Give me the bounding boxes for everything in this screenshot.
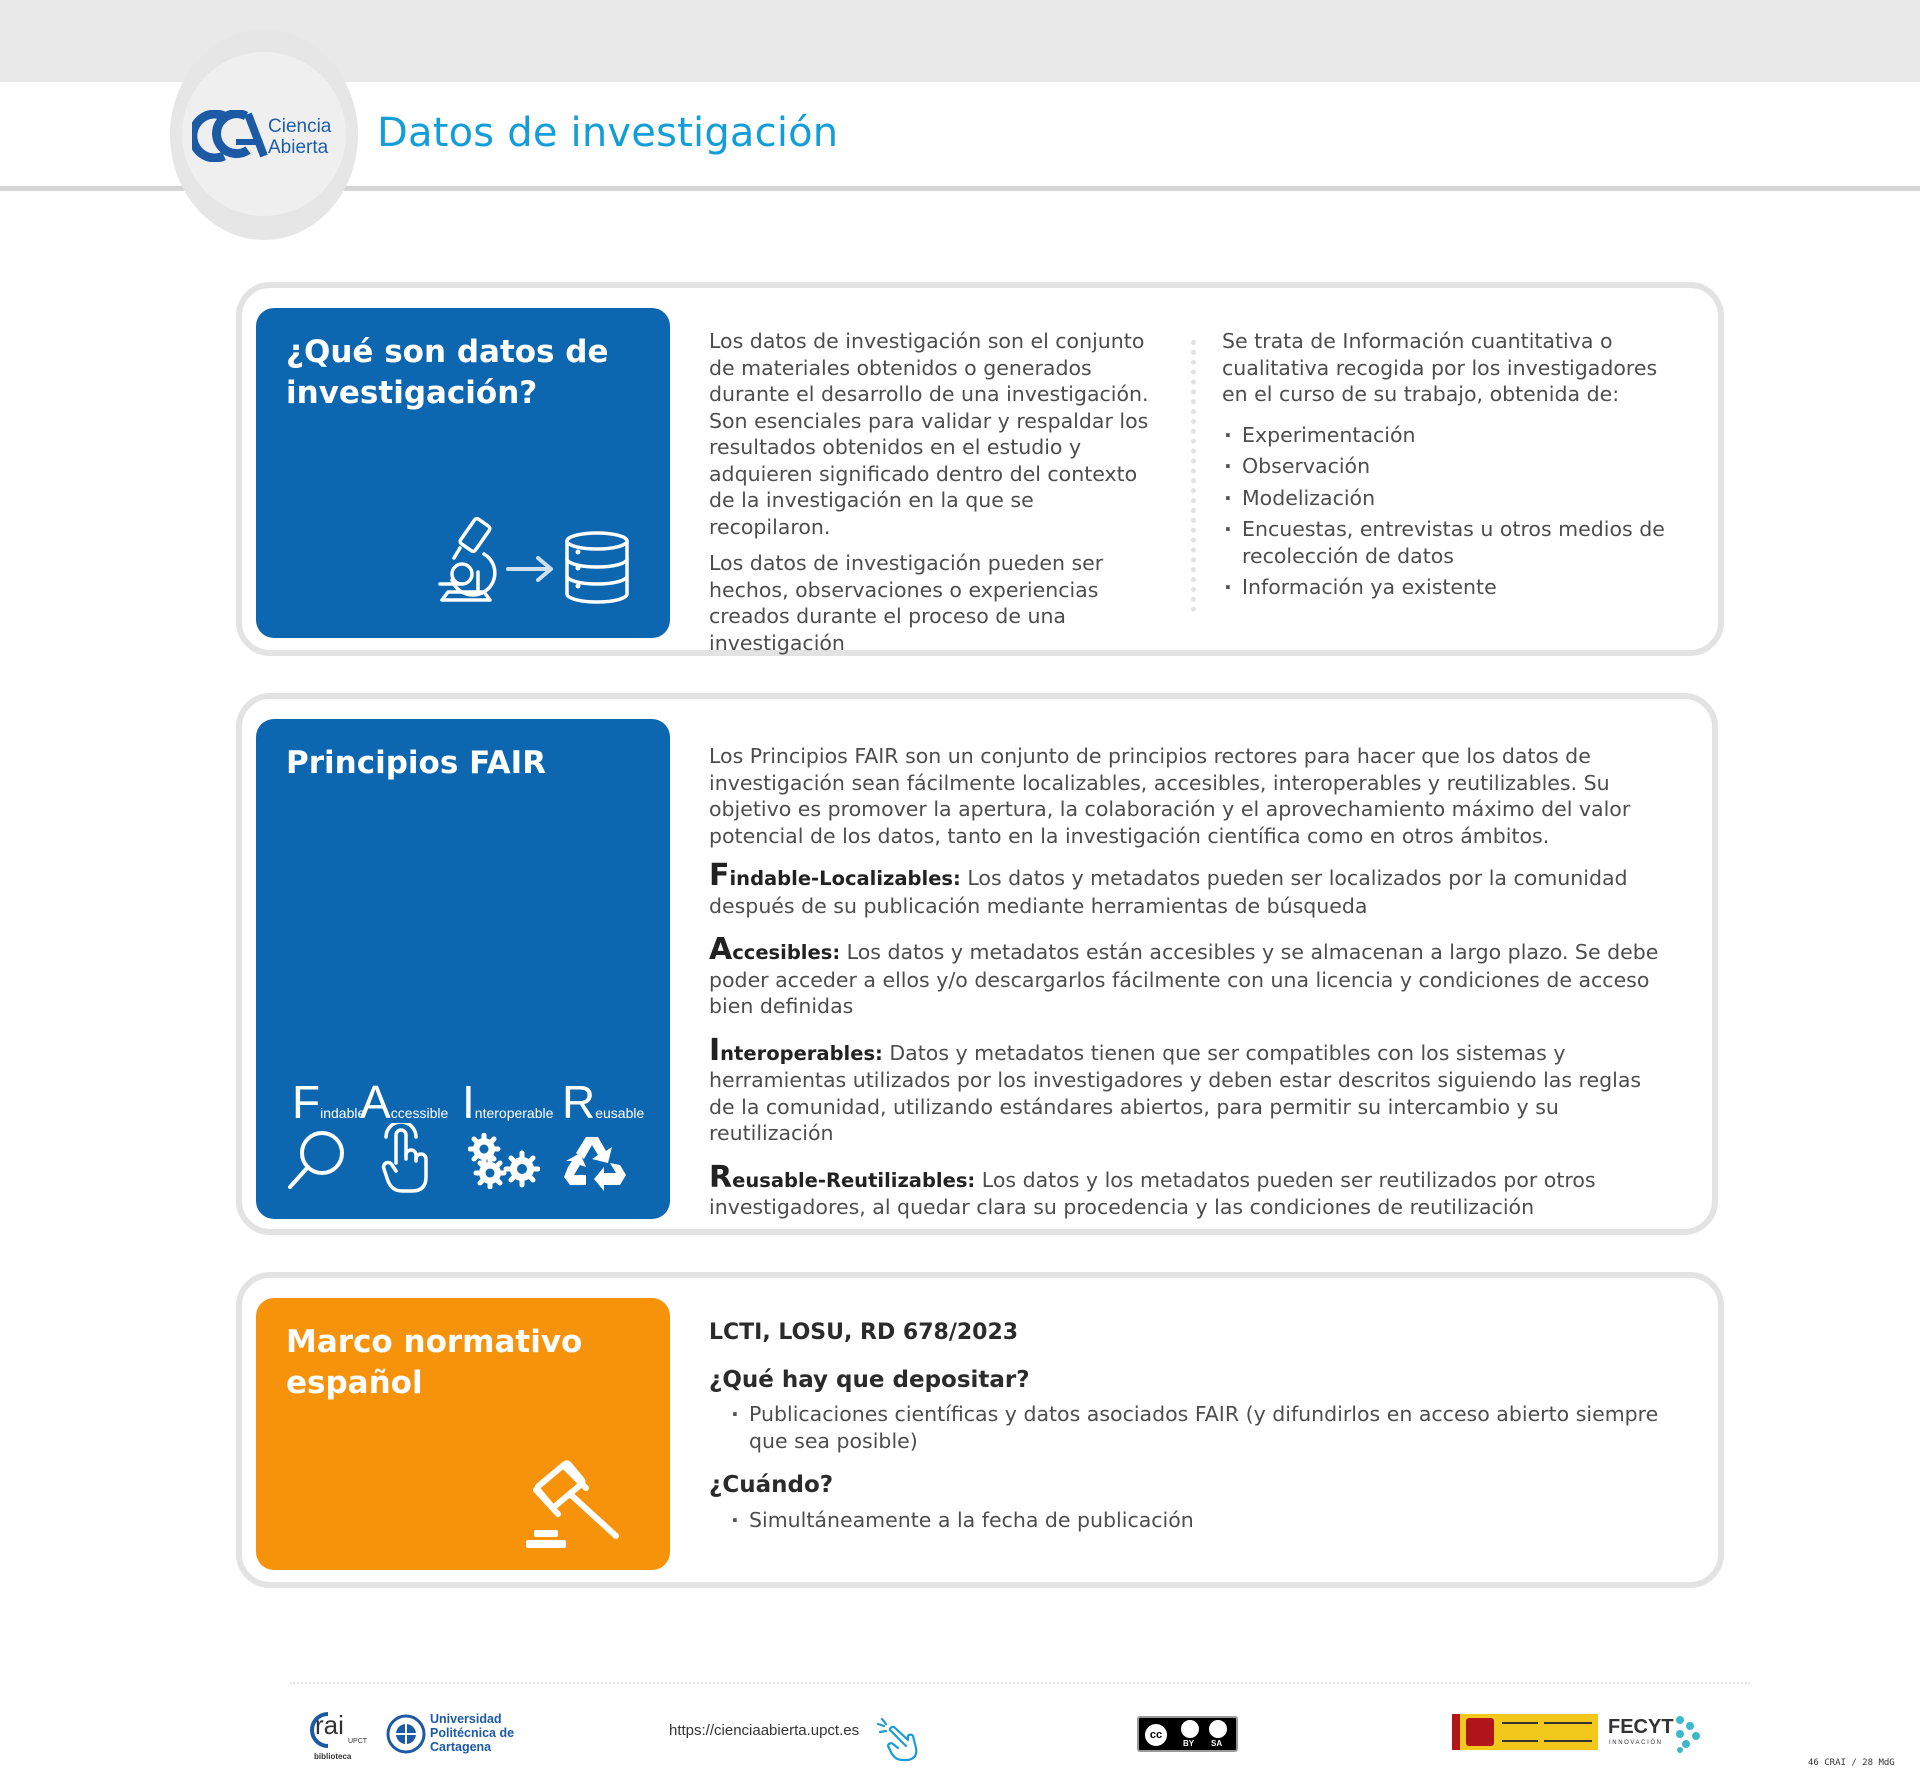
license-by: BY <box>1183 1739 1195 1748</box>
fair-letter-r: Reusable <box>562 1076 645 1128</box>
paragraph: Los datos de investigación son el conjunto de materiales obtenidos o generados durante el desarrollo de una investigación. Son esenciales para validar y respaldar los resultados obtenidos en el estudio y adquieren significado dentro del contexto de la investigación en la que se recopilaron. <box>709 329 1149 539</box>
sa-icon <box>1209 1720 1227 1738</box>
list-item: · Modelización <box>1222 485 1682 512</box>
paragraph: Se trata de Información cuantitativa o cualitativa recogida por los investigadores en el curso de su trabajo, obtenida de: <box>1222 329 1658 406</box>
gobierno-espana-logo <box>1452 1714 1598 1750</box>
tile-title: ¿Qué son datos de investigación? <box>286 334 609 411</box>
fair-item-reusable: Reusable-Reutilizables: Los datos y los metadatos pueden ser reutilizados por otros investigadores, al quedar clara su procedencia y las condiciones de reutilización <box>709 1159 1596 1219</box>
recycle-icon <box>562 1131 628 1191</box>
column-divider <box>1191 340 1196 612</box>
section1-left-text <box>709 328 1161 666</box>
ciencia-abierta-logo-icon <box>192 110 270 162</box>
crai-tag: UPCT <box>348 1738 368 1745</box>
gears-icon <box>468 1133 540 1189</box>
gavel-icon <box>518 1448 630 1552</box>
logo-text <box>268 116 331 158</box>
list-item: · Encuestas, entrevistas u otros medios de recolección de datos <box>1222 516 1682 569</box>
section3-text <box>709 1320 1669 1538</box>
page-tag: 46 CRAI / 28 MdG <box>1808 1758 1895 1768</box>
click-hand-icon <box>876 1718 922 1762</box>
list-item: · Información ya existente <box>1222 574 1682 601</box>
site-link[interactable]: https://cienciaabierta.upct.es <box>669 1722 860 1739</box>
fair-letter-f: Findable <box>292 1076 366 1128</box>
microscope-icon <box>432 514 502 606</box>
logo-line2: Abierta <box>268 137 329 158</box>
source-list <box>1222 422 1682 601</box>
question-what: ¿Qué hay que depositar? <box>709 1366 1030 1393</box>
crai-text: rai <box>315 1710 344 1740</box>
coat-of-arms-icon <box>1466 1718 1494 1746</box>
spain-flag-stripe <box>1452 1714 1460 1750</box>
ministry-text-block <box>1502 1722 1538 1742</box>
when-list <box>729 1507 1669 1534</box>
footer-divider <box>290 1682 1750 1684</box>
magnifier-icon <box>284 1127 350 1193</box>
list-item: · Simultáneamente a la fecha de publicación <box>729 1507 1669 1534</box>
crai-logo <box>304 1708 368 1764</box>
fair-letter-i: Interoperable <box>462 1076 554 1128</box>
laws-heading: LCTI, LOSU, RD 678/2023 <box>709 1320 1019 1345</box>
arrow-right-icon <box>504 554 556 584</box>
section2-text <box>709 743 1659 1221</box>
fair-letters <box>292 1074 672 1128</box>
list-item: · Experimentación <box>1222 422 1682 449</box>
fair-intro: Los Principios FAIR son un conjunto de principios rectores para hacer que los datos de investigación sean fácilmente localizables, accesibles, interoperables y reutilizables. Su objetivo es promover la apertura, la colaboración y el aprovechamiento máximo del valor potencial de los datos, tanto en la investigación científica como en otros ámbitos. <box>709 744 1631 848</box>
pointer-hand-icon <box>378 1123 434 1195</box>
section-card-fair <box>236 693 1718 1235</box>
tile-title: Marco normativo español <box>286 1324 583 1401</box>
what-list <box>729 1401 1669 1454</box>
license-sa: SA <box>1211 1739 1223 1748</box>
paragraph: Los datos de investigación pueden ser hechos, observaciones o experiencias creados durante el proceso de una investigación <box>709 551 1104 655</box>
fair-item-interoperable: Interoperables: Datos y metadatos tienen que ser compatibles con los sistemas y herramientas utilizados por los investigadores y deben estar descritos siguiendo las reglas de la comunidad, utilizando estándares abiertos, para permitir su intercambio y su reutilización <box>709 1032 1642 1145</box>
upct-emblem-icon <box>386 1714 426 1754</box>
database-icon <box>562 530 632 606</box>
tile-fair <box>256 719 670 1219</box>
fair-item-findable: Findable-Localizables: Los datos y metadatos pueden ser localizados por la comunidad después de su publicación mediante herramientas de búsqueda <box>709 858 1628 918</box>
fecyt-logo <box>1608 1716 1702 1756</box>
list-item: · Observación <box>1222 453 1682 480</box>
fecyt-dots-icon <box>1674 1714 1702 1754</box>
list-item: · Publicaciones científicas y datos asociados FAIR (y difundirlos en acceso abierto siempre que sea posible) <box>729 1401 1669 1454</box>
tile-what-are-data <box>256 308 670 638</box>
tile-legal <box>256 1298 670 1570</box>
tile-title: Principios FAIR <box>286 745 547 781</box>
cc-license-badge <box>1137 1716 1238 1752</box>
fair-item-accessible: Accesibles: Los datos y metadatos están accesibles y se almacenan a largo plazo. Se debe poder acceder a ellos y/o descargarlos fácilmente con una licencia y condiciones de acceso bien definidas <box>709 932 1659 1018</box>
section-card-what-are-data <box>236 282 1724 656</box>
fecyt-sub: INNOVACIÓN <box>1609 1740 1663 1746</box>
crai-sub: biblioteca <box>314 1752 352 1761</box>
by-icon <box>1181 1720 1199 1738</box>
section-card-legal <box>236 1272 1724 1588</box>
page-title: Datos de investigación <box>377 110 839 156</box>
fecyt-text: FECYT <box>1608 1716 1674 1738</box>
fair-letter-a: Accessible <box>360 1076 449 1128</box>
question-when: ¿Cuándo? <box>709 1472 834 1498</box>
upct-name: Universidad Politécnica de Cartagena <box>430 1712 515 1754</box>
logo-line1: Ciencia <box>268 116 332 137</box>
section1-right-text <box>1222 328 1682 606</box>
ministry-text-block-2 <box>1544 1722 1592 1742</box>
cc-icon: cc <box>1143 1722 1169 1748</box>
